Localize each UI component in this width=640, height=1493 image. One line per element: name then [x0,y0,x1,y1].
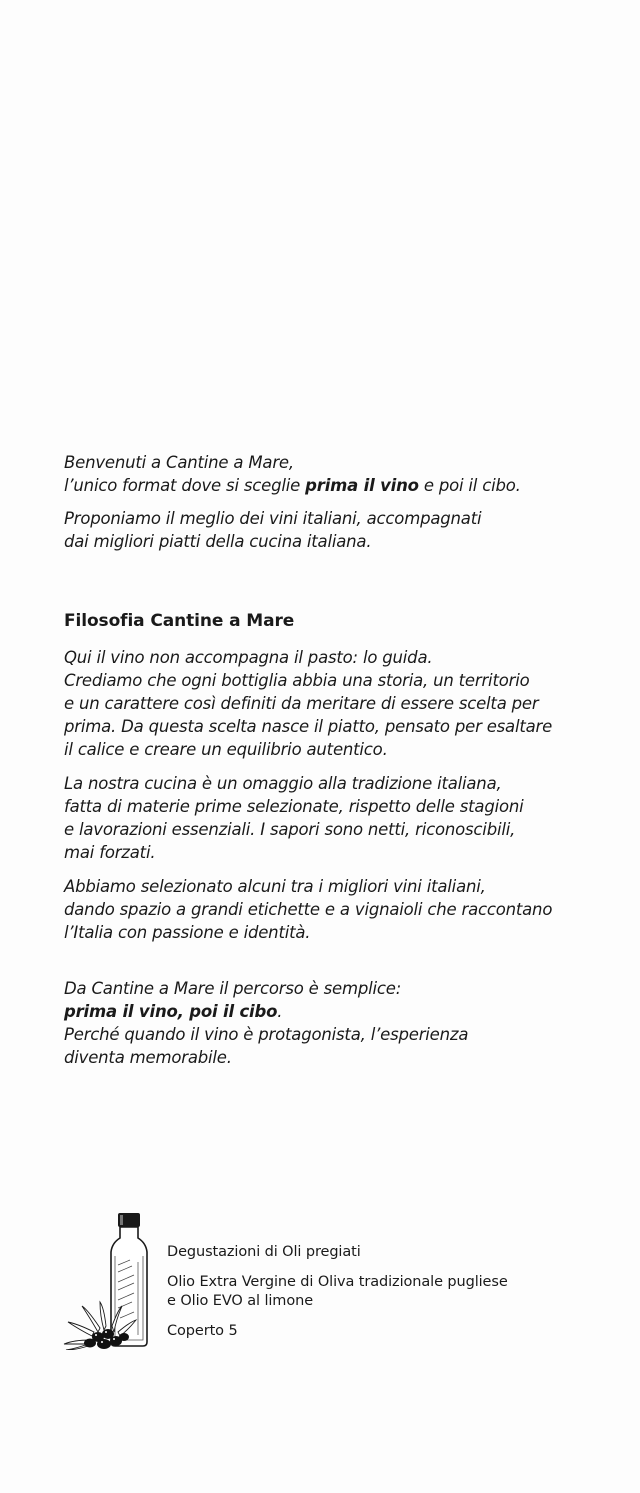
paragraph-line: il calice e creare un equilibrio autentico. [64,740,388,759]
paragraph-line: mai forzati. [64,843,156,862]
closing-line: Perché quando il vino è protagonista, l’esperienza [64,1025,469,1044]
offer-line: dai migliori piatti della cucina italiana. [64,532,372,551]
format-text: l’unico format dove si sceglie [64,476,306,495]
philosophy-header [64,610,604,633]
paragraph-line: Crediamo che ogni bottiglia abbia una storia, un territorio [64,671,530,690]
format-text-end: e poi il cibo. [418,476,521,495]
format-line [64,474,604,497]
cuisine-paragraph [64,772,604,864]
paragraph-line: fatta di materie prime selezionate, rispetto delle stagioni [64,797,524,816]
oil-description-line: Olio Extra Vergine di Oliva tradizionale pugliese [167,1274,508,1290]
closing-motto-line [64,1000,604,1023]
cover-charge: Coperto 5 [167,1323,238,1339]
motto-emphasis: prima il vino, poi il cibo [64,1002,278,1021]
offer-line: Proponiamo il meglio dei vini italiani, accompagnati [64,509,482,528]
welcome-paragraph [64,451,604,497]
oil-description-line: e Olio EVO al limone [167,1293,314,1309]
wine-first-emphasis: prima il vino [305,476,419,495]
paragraph-line: dando spazio a grandi etichette e a vignaioli che raccontano [64,900,553,919]
closing-line: Da Cantine a Mare il percorso è semplice: [64,979,402,998]
paragraph-line: Qui il vino non accompagna il pasto: lo guida. [64,648,433,667]
paragraph-line: l’Italia con passione e identità. [64,923,311,942]
welcome-line: Benvenuti a Cantine a Mare, [64,453,294,472]
paragraph-line: prima. Da questa scelta nasce il piatto, pensato per esaltare [64,717,553,736]
olive-oil-bottle-icon [60,1210,155,1350]
oil-tasting-title: Degustazioni di Oli pregiati [167,1244,361,1260]
wine-selection-paragraph [64,875,604,944]
oil-tasting-details [167,1243,508,1341]
paragraph-line: e lavorazioni essenziali. I sapori sono netti, riconoscibili, [64,820,516,839]
oil-description [167,1273,508,1311]
philosophy-section [64,646,604,944]
offer-paragraph [64,507,604,553]
paragraph-line: e un carattere così definiti da meritare di essere scelta per [64,694,539,713]
paragraph-line: La nostra cucina è un omaggio alla tradizione italiana, [64,774,502,793]
intro-section [64,451,604,553]
philosophy-title: Filosofia Cantine a Mare [64,611,295,631]
closing-line: diventa memorabile. [64,1048,232,1067]
philosophy-paragraph [64,646,604,761]
closing-paragraph [64,977,604,1069]
oil-tasting-section [60,1210,540,1350]
paragraph-line: Abbiamo selezionato alcuni tra i migliori vini italiani, [64,877,486,896]
motto-period: . [277,1002,283,1021]
closing-section [64,977,604,1069]
